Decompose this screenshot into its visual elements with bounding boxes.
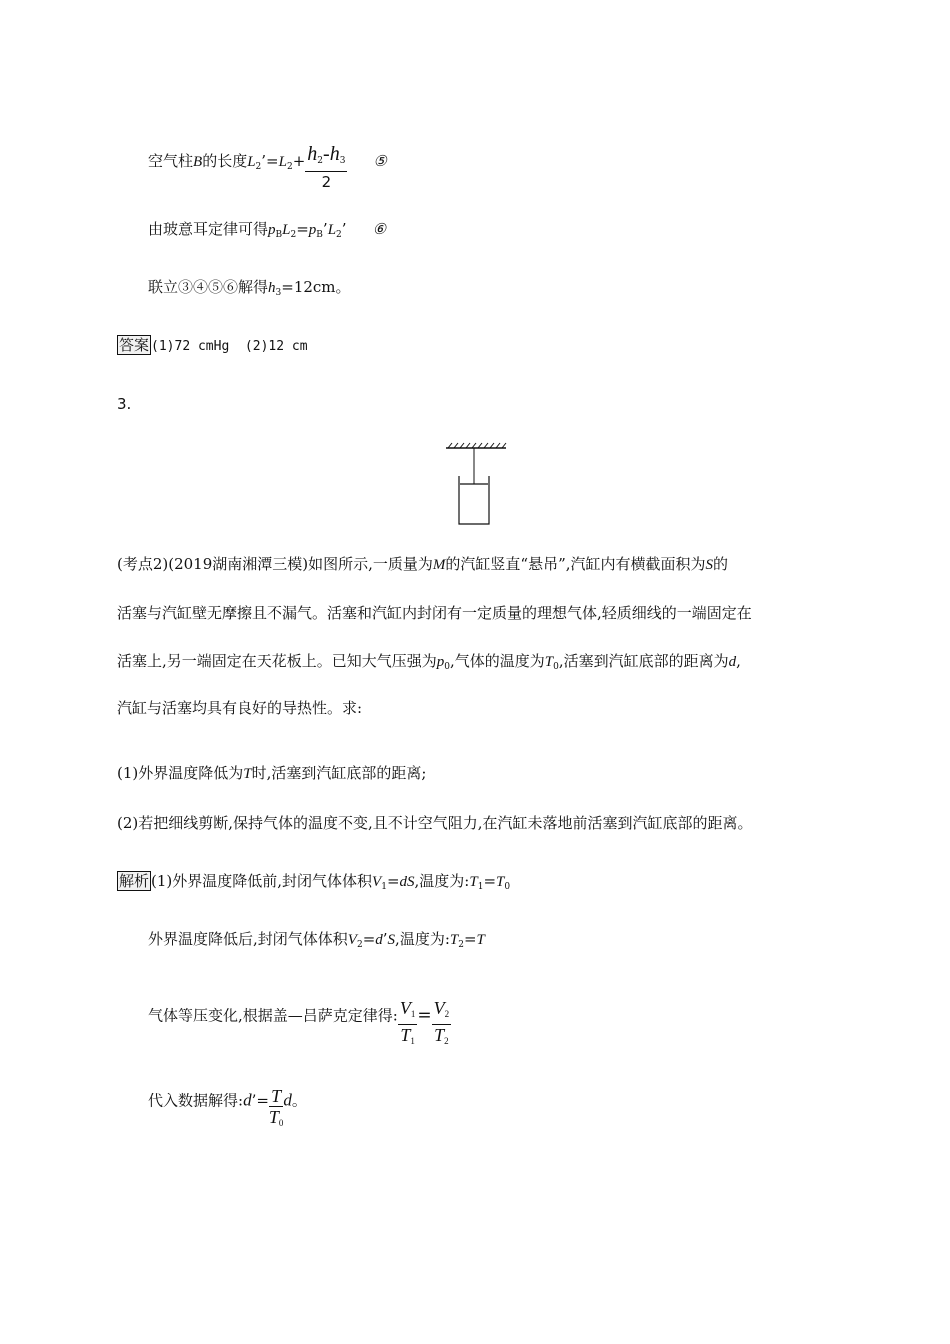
analysis-label: 解析 [119,872,150,890]
answer-line [117,334,308,358]
fraction-t-over-t0: $\frac{T}{T_0}$ [268,1086,284,1128]
question-2: (2)若把细线剪断,保持气体的温度不变,且不计空气阻力,在汽缸未落地前活塞到汽缸底部的距离。 [117,814,753,832]
analysis-line-2: 外界温度降低后,封闭气体体积$V_2=d’S$,温度为$:T_2=T$ [148,930,485,950]
problem-text-line-3: 活塞上,另一端固定在天花板上。已知大气压强为$p_0$,气体的温度为$T_0$,活塞到汽缸底部的距离为d, [117,652,741,672]
hanging-cylinder-diagram [440,440,520,530]
fraction-v2-over-t2: $\frac{V_2}{T_2}$ [433,998,450,1046]
ceiling-hatch [446,443,506,448]
equation-mark-5: ⑤ [373,152,387,170]
problem-text-line-2: 活塞与汽缸壁无摩擦且不漏气。活塞和汽缸内封闭有一定质量的理想气体,轻质细线的一端固定在 [117,604,752,622]
question-1: (1)外界温度降低为T时,活塞到汽缸底部的距离; [117,764,427,782]
solution-line-boyle-law: 由玻意耳定律可得$p_BL_2=p_B’L_2$’ ⑥ [148,220,387,240]
analysis-line-3: 气体等压变化,根据盖—吕萨克定律得: $\frac{V_1}{T_1}$ = $\frac{V_2}{T_2}$ [148,990,451,1043]
solution-line-combine: 联立③④⑤⑥解得$h_3=12cm$。 [148,278,351,298]
fraction-v1-over-t1: $\frac{V_1}{T_1}$ [399,998,416,1046]
answer-label: 答案 [119,336,150,354]
answer-text: (1)72 cmHg (2)12 cm [151,339,308,354]
analysis-line-1: 解析 (1)外界温度降低前,封闭气体体积$V_1=dS$,温度为$:T_1=T_0$ [119,872,511,892]
analysis-line-4: 代入数据解得:d’= $\frac{T}{T_0}$ d。 [148,1078,307,1125]
fraction-h2-minus-h3-over-2: $\frac{h_2-h_3}{2}$ [307,143,346,191]
solution-line-air-column-b: 空气柱B的长度$L_2’=L_2+$ $\frac{h_2-h_3}{2}$ ⑤ [148,143,387,191]
problem-number: 3. [117,395,132,413]
problem-text-line-1: (考点2)(2019湖南湘潭三模)如图所示,一质量为M的汽缸竖直“悬吊”,汽缸内有横截面积为S的 [117,555,729,573]
equation-mark-6: ⑥ [372,220,387,238]
problem-text-line-4: 汽缸与活塞均具有良好的导热性。求: [117,699,363,717]
